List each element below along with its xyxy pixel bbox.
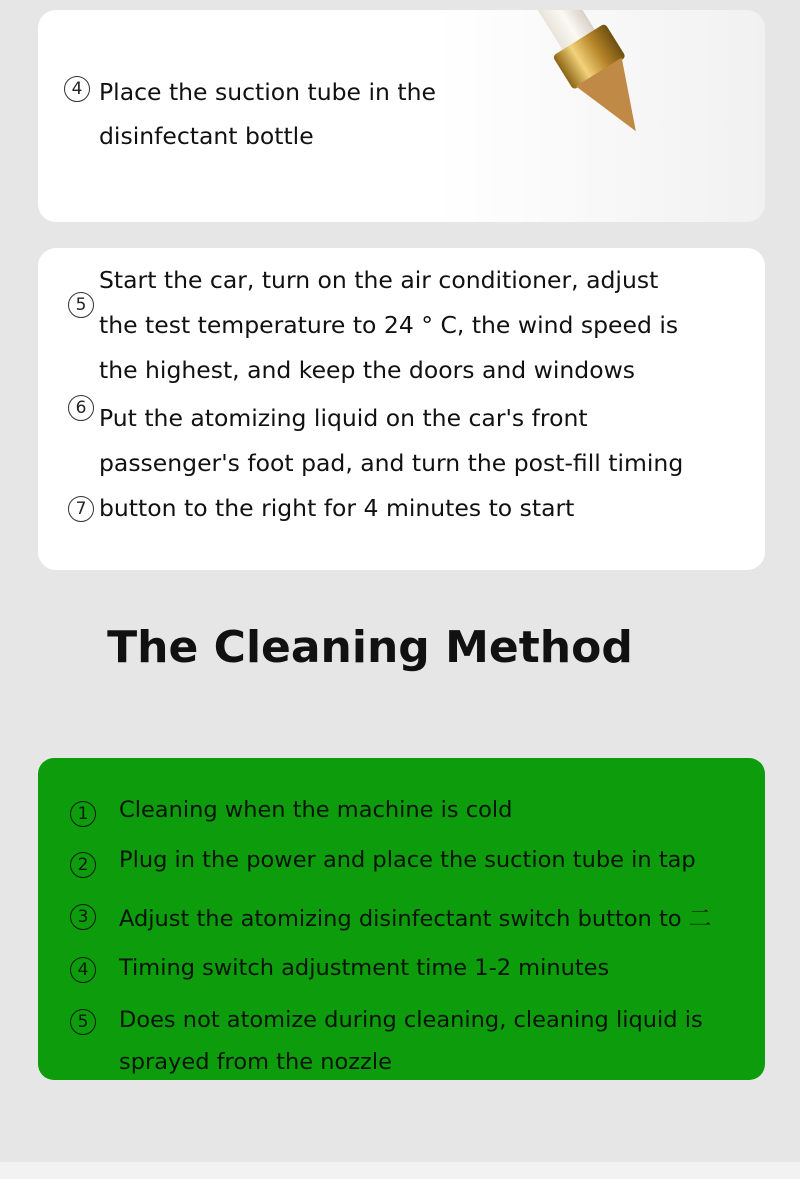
- steps-line: passenger's foot pad, and turn the post-fill timing: [99, 449, 684, 477]
- step4-card: [38, 10, 765, 222]
- clean-item-number: 4: [70, 957, 96, 983]
- step4-line2: disinfectant bottle: [99, 122, 314, 150]
- steps567-card: [38, 248, 765, 570]
- clean-item-text: Timing switch adjustment time 1-2 minutes: [119, 955, 610, 981]
- bottom-divider: [0, 1162, 800, 1179]
- section-heading: The Cleaning Method: [107, 622, 633, 673]
- clean-item-text: Does not atomize during cleaning, cleaning liquid is: [119, 1007, 703, 1033]
- clean-item-number: 3: [70, 904, 96, 930]
- steps-line: Start the car, turn on the air conditioner, adjust: [99, 266, 659, 294]
- step4-number: 4: [64, 76, 90, 102]
- steps-line: Put the atomizing liquid on the car's front: [99, 404, 588, 432]
- steps-line: the highest, and keep the doors and windows: [99, 356, 636, 384]
- clean-item-number: 2: [70, 852, 96, 878]
- clean-item-number: 1: [70, 801, 96, 827]
- clean-item-text: Plug in the power and place the suction tube in tap: [119, 847, 696, 873]
- step4-line1: Place the suction tube in the: [99, 78, 436, 106]
- steps-line: the test temperature to 24 ° C, the wind speed is: [99, 311, 679, 339]
- steps-line: button to the right for 4 minutes to start: [99, 494, 575, 522]
- suction-tube-image: [493, 10, 654, 116]
- step7-number: 7: [68, 496, 94, 522]
- clean-item-number: 5: [70, 1009, 96, 1035]
- cleaning-method-panel: [38, 758, 765, 1080]
- clean-item-continuation: sprayed from the nozzle: [119, 1049, 392, 1075]
- step6-number: 6: [68, 395, 94, 421]
- step5-number: 5: [68, 292, 94, 318]
- clean-item-text: Adjust the atomizing disinfectant switch button to 二: [119, 906, 712, 932]
- clean-item-text: Cleaning when the machine is cold: [119, 797, 513, 823]
